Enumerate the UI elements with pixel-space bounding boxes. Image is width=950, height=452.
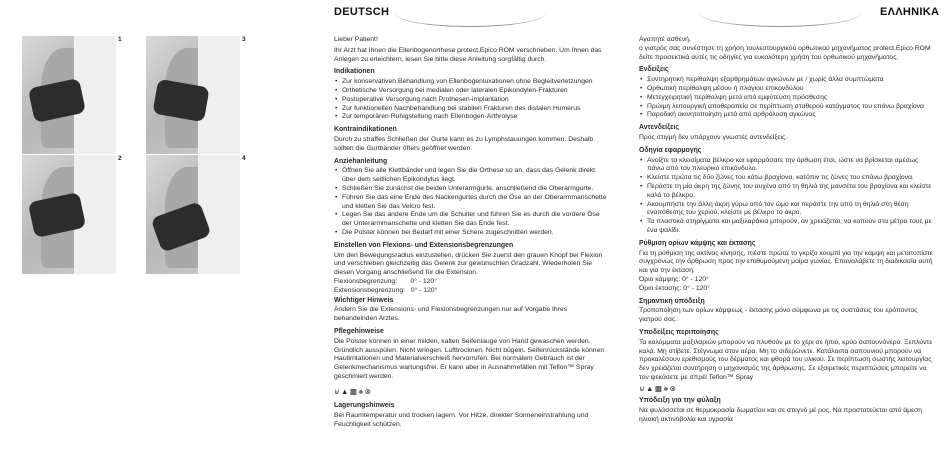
indications-heading: Ενδείξεις xyxy=(639,66,669,74)
list-item: • Zur funktionellen Nachbehandlung bei stabilen Frakturen des distalen Humerus xyxy=(342,105,610,114)
greeting: Lieber Patient! xyxy=(334,36,378,43)
list-item: • Orthetische Versorgung bei medialen oder lateralen Epikondylen-Frakturen xyxy=(342,87,610,96)
list-item: • Schließen Sie zunächst die beiden Unterarmgurte, anschließend die Oberarmgurte. xyxy=(342,185,610,194)
list-item: • Öffnen Sie alle Klettbänder und legen Sie die Orthese so an, dass das Gelenk direkt über dem seitlichen Epikondylus liegt. xyxy=(342,167,610,185)
application-list xyxy=(334,167,610,237)
contraindications-heading: Kontraindikationen xyxy=(334,126,397,134)
list-item: • Περάστε τη μία άκρη της ζώνης του αυχένα από τη θηλιά της μανσέτα του βραχίονα και κλείστε καλά το βέλκρο. xyxy=(647,183,937,201)
care-heading: Pflegehinweise xyxy=(334,327,384,335)
extension-limit: Όριο έκτασης: 0° - 120° xyxy=(639,284,710,292)
extension-limit: Extensionsbegrenzung: 0° - 120° xyxy=(334,286,438,294)
figure-number-1: 1 xyxy=(118,36,122,43)
figure-photo-4 xyxy=(146,155,240,274)
care-heading: Υποδείξεις περιποίησης xyxy=(639,328,719,336)
indications-list xyxy=(334,78,610,122)
figure-photo-3 xyxy=(146,36,240,154)
german-column xyxy=(334,36,610,432)
list-item: • Κλείστε πρώτα τις δύο ζώνες του κάτω βραχίονα, κατόπιν τις ζώνες του επάνω βραχίονα. xyxy=(647,174,937,183)
flexion-limit: Flexionsbegrenzung: 0° - 120° xyxy=(334,277,437,285)
header-swoosh-de xyxy=(395,0,545,27)
list-item: • Ορθωτική περίθαλψη μέσου ή πλάγιου επικονδύλου xyxy=(647,85,937,94)
contraindications-text: Προς στιγμή δεν υπάρχουν γνωστές αντενδείξεις. xyxy=(639,133,788,141)
warning-heading: Wichtiger Hinweis xyxy=(334,296,394,304)
intro-text: Ihr Arzt hat Ihnen die Ellenbogenorthese protect.Epico ROM verschrieben. Um Ihnen das Anlegen zu erleichtern, lesen Sie bitte diese Anleitung sorgfältig durch. xyxy=(334,46,602,63)
intro-text: ο γιατρός σας συνέστησε τη χρήση τουλεστουργικού ορθωτικού μηχανήματος protect.Epico ROM δείτε προσεκτικά αυτές τις οδηγίες για ευκολότερη χρήση του ορθωτικού μηχανήματος. xyxy=(639,44,931,61)
list-item: • Παροδική ακινητοποίηση μετά από αρθρόλυση αγκώνος xyxy=(647,111,937,120)
flexion-limit: Όριο κάμψης: 0° - 120° xyxy=(639,275,709,283)
warning-text: Ändern Sie die Extensions- und Flexionsbegrenzungen nur auf Vorgabe Ihres behandelnden Arztes. xyxy=(334,306,568,323)
figure-photo-2 xyxy=(22,155,116,274)
application-list xyxy=(639,157,937,236)
header-title-el: ΕΛΛΗΝΙΚΑ xyxy=(880,6,940,18)
list-item: • Zur konservativen Behandlung von Ellenbogenluxationen ohne Begleitverletzungen xyxy=(342,78,610,87)
rom-heading: Einstellen von Flexions- und Extensionsbegrenzungen xyxy=(334,241,514,249)
care-symbols-icon: ⊍▲▩⨳⊗ xyxy=(639,383,678,393)
list-item: • Ανοίξτε τα κλεισίματα βέλκρο και εφαρμόσατε την όρθωση έτσι, ώστε να βρίσκεται αμέσως πάνω από τον πλευρικό επικόνδυλο. xyxy=(647,157,937,175)
list-item: • Ακουμπήστε την άλλη άκρη γύρω από τον ώμο και περάστε την από τη θηλιά στη θέση εναπόθεσης του χεριού, κλείστε με βέλκρο το άκρο. xyxy=(647,201,937,219)
indications-list xyxy=(639,76,937,120)
care-symbols-icon: ⊍▲▩⨳⊗ xyxy=(334,386,373,396)
figure-photo-1 xyxy=(22,36,116,154)
list-item: • Zur temporären Ruhigstellung nach Ellenbogen-Arthrolyse xyxy=(342,113,610,122)
storage-heading: Υπόδειξη για την φύλαξη xyxy=(639,397,721,405)
contraindications-heading: Αντενδείξεις xyxy=(639,124,679,132)
list-item: • Μετεγχειρητική περίθαλψη μετά από εμφύτευση πρόσθεσης xyxy=(647,94,937,103)
rom-text: Um den Bewegungsradius einzustellen, drücken Sie zuerst den grauen Knopf bei Flexion und verschieben gleichzeitig das Gelenk zur gewünschten Gradzahl. Wiederholen Sie diesen Vorgang anschließend für die Extension. xyxy=(334,251,603,277)
warning-heading: Σημαντική υπόδειξη xyxy=(639,297,705,305)
list-item: • Die Polster können bei Bedarf mit einer Schere zugeschnitten werden. xyxy=(342,229,610,238)
rom-heading: Ρύθμιση ορίων κάμψης και έκτασης xyxy=(639,239,756,247)
figure-number-4: 4 xyxy=(242,155,246,162)
storage-heading: Lagerungshinweis xyxy=(334,402,395,410)
indications-heading: Indikationen xyxy=(334,68,375,76)
application-heading: Anziehanleitung xyxy=(334,157,388,165)
list-item: • Postoperative Versorgung nach Prothesen-implantation xyxy=(342,96,610,105)
application-heading: Οδηγία εφαρμογής xyxy=(639,146,702,154)
storage-text: Bei Raumtemperatur und trocken lagern. Vor Hitze, direkter Sonneneinstrahlung und Feuchtigkeit schützen. xyxy=(334,412,589,429)
list-item: • Führen Sie das eine Ende des Nackengurtes durch die Öse an der Oberarmmanschette und kletten Sie das Velcro fest. xyxy=(342,194,610,212)
header-swoosh-el xyxy=(700,0,860,27)
care-text: Die Polster können in einer milden, kalten Seifenlauge von Hand gewaschen werden. Gründlich ausspülen. Nicht wringen. Lufttrocknen. Nicht bügeln. Seifenrückstände können Hautirritationen und Materialverschleiß hervorrufen. Bei normalem Gebrauch ist der Gelenkmechanismus wartungsfrei. Er kann aber in Ausnahmefällen mit Teflon™ Spray geschmiert werden. xyxy=(334,337,605,380)
figure-number-3: 3 xyxy=(242,36,246,43)
care-text: Τα καλύμματα μαξιλαριών μπορούν να πλυθούν με το χέρι σε ήπιο, κρύο σαπουνόνερο. Ξεπλύντε καλά. Μη στίβετε. Στέγνωμα στον αέρα. Μη το σιδερώνετε. Κατάλοιπα σαπουνιού μπορούν να προκαλέσουν ερεθισμούς του δέρματος και φθορά του υλικού. Σε περίπτωση σωστής λειτουργίας δεν χρειάζεται συντήρηση ο μηχανισμός της άρθρωσης. Σε εξαιρετικές περιπτώσεις μπορείτε να τον ψεκάσετε με σπρέϊ Teflon™ Spray xyxy=(639,338,933,381)
list-item: • Πρώιμη λειτουργική αποθεραπεία σε περίπτωση σταθερού κατάγματος του επάνω βραχίονα xyxy=(647,103,937,112)
list-item: • Τα πλαστικά στηρίγματα και μαξιλαράκια μπορούν, αν χρειάζεται, να κοπούν στα μέτρα τους με ένα ψαλίδι. xyxy=(647,218,937,236)
figure-number-2: 2 xyxy=(118,155,122,162)
storage-text: Να φυλάσσεται σε θερμοκρασία δωματίου και σε στεγνό μέ ρος. Να προστατεύεται από άμεση ηλιακή ακτινοβολία και υγρασία xyxy=(639,407,923,424)
list-item: • Legen Sie das andere Ende um die Schulter und führen Sie es durch die vordere Öse der Unterarmmanschette und kletten Sie das Ende fest. xyxy=(342,211,610,229)
greeting: Αγαπητέ ασθενή, xyxy=(639,36,691,43)
warning-text: Τροποποίηση των ορίων κάμψεως - έκτασης μόνο σύμφωνα με τις συστάσεις του ερόποντος γιατρού σας. xyxy=(639,307,918,324)
greek-column xyxy=(639,36,937,427)
header-title-de: DEUTSCH xyxy=(334,6,390,18)
rom-text: Για τη ρύθμιση της ακτίνας κίνησης, πιέστε πρώτα το γκρίζο κουμπί για την κάμψη και μετατοπίστε συγχρόνως την άρθρωση προς την επιθυμούμενη μοίρα γωνίας. Επαναλάβετε τη διαδικασία αυτή και για την έκταση. xyxy=(639,249,933,275)
list-item: • Συντηρητική περίθαλψη εξαρθρημάτων αγκώνων με / χωρίς άλλα συμπτώματα xyxy=(647,76,937,85)
contraindications-text: Durch zu straffes Schließen der Gurte kann es zu Lymphstauungen kommen. Deshalb sollten die Gurtbänder öfters geöffnet werden. xyxy=(334,135,594,152)
